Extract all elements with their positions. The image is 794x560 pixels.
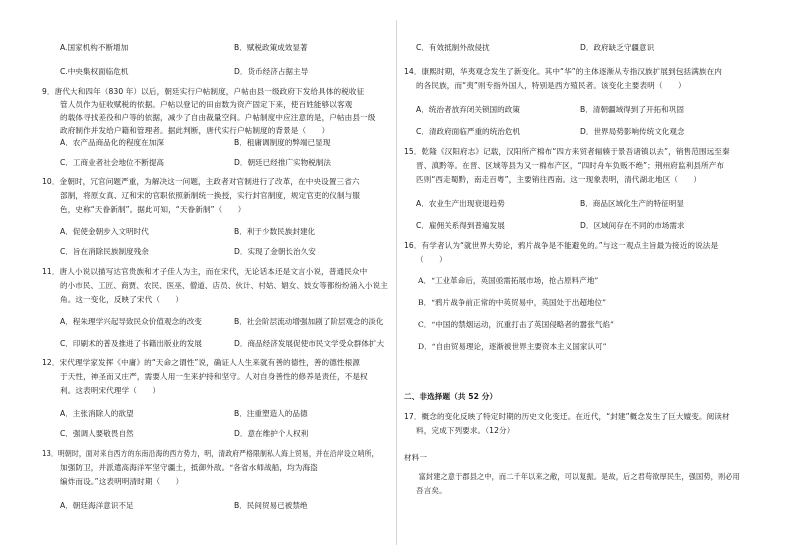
column-divider xyxy=(396,20,397,545)
q14-option-a: A．统治者放弃闭关锁国的政策 xyxy=(416,105,520,114)
material-line-2: 吾言矣。 xyxy=(416,486,447,495)
q15-option-b: B．商品区域化生产的特征明显 xyxy=(580,199,684,208)
material-title: 材料一 xyxy=(404,453,428,462)
q11-line-1: 11．唐人小说以描写达官贵族和才子佳人为主，而在宋代，无论话本还是文言小说，普通民众中 xyxy=(42,267,368,276)
q10-option-d: D．实现了金朝长治久安 xyxy=(234,247,316,256)
q12-line-2: 于天性，神圣而又庄严，需要人用一生来护持和坚守。人对自身善性的修养是责任，不是权 xyxy=(60,372,368,381)
q10-line-2: 部制，将原女真、辽和宋的官职依照新制统一换授，实行封官制度，规定官吏的仪制与服 xyxy=(60,191,361,200)
material-line-1: 富封建之意于郡县之中，而二千年以来之敝，可以复振。是故，后之君苟欲厚民生，强国势，则必用 xyxy=(404,472,740,481)
q13-line-2: 加强防卫，并派遣高海洋军坚守疆土，抵御外敌。“各省水师战船，均为海盗 xyxy=(60,463,318,472)
q9-option-a: A．农产品商品化的程度在加深 xyxy=(60,138,164,147)
q11-line-2: 的小市民、工匠、商贾、农民、医巫、僧道、店员、伙计、村姑、娼女、妓女等都纷纷涌入小说主 xyxy=(60,281,388,290)
q9-line-1: 9．唐代大和四年（830 年）以后，朝廷实行户帖制度，户帖由县一级政府下发给具体的税收征 xyxy=(42,87,365,96)
q12-option-d: D．意在维护个人权利 xyxy=(234,429,309,438)
q8-option-d: D．货币经济占据主导 xyxy=(234,67,309,76)
q11-option-c: C．印刷术的普及推进了书籍出版业的发展 xyxy=(60,339,202,348)
q14-option-d: D．世界局势影响传统文化观念 xyxy=(580,127,685,136)
q9-option-b: B．租庸调制度的弊端已显现 xyxy=(234,138,331,147)
q9-option-d: D．朝廷已经推广实物税制法 xyxy=(234,158,331,167)
q15-line-2: 晋、滇黔等。在晋、区域等县为又一棉布产区，“四时舟车负贩不绝”；荆州府监利县所产布 xyxy=(416,161,725,170)
q13-line-1: 13．明朝时，面对来自西方的东南沿海的西方势力，明，清政府严格限制私人海上贸易，并在沿岸设立哨所， xyxy=(42,449,379,458)
q16-option-c: C．“中国的禁烟运动，沉重打击了英国侵略者的嚣张气焰” xyxy=(418,320,614,329)
q11-option-b: B．社会阶层流动增强加剧了阶层观念的淡化 xyxy=(234,317,384,326)
q16-line-1: 16．有学者认为“就世界大势论，鸦片战争是不能避免的。”与这一观点主旨最为接近的说法是 xyxy=(404,241,719,250)
section-2-heading: 二、非选择题（共 52 分） xyxy=(404,392,498,401)
q15-option-d: D．区域间存在不同的市场需求 xyxy=(580,221,685,230)
q13-line-3: 编炸而设。”这表明明清时期（ ） xyxy=(60,477,184,486)
q12-option-c: C．强调人要敬畏自然 xyxy=(60,429,134,438)
q12-option-b: B．注重塑造人的品德 xyxy=(234,409,308,418)
q8-option-a: A.国家机构不断增加 xyxy=(60,43,129,52)
q15-option-c: C．雇佣关系得到普遍发展 xyxy=(416,221,505,230)
q9-line-4: 政府制作并发给户籍和管理者。据此判断，唐代实行户帖制度的背景是（ ） xyxy=(60,126,330,135)
q13-option-b: B．民间贸易已被禁绝 xyxy=(234,501,308,510)
q10-option-b: B．利于少数民族封建化 xyxy=(234,227,316,236)
q9-line-2: 管人员作为征收赋税的依据。户帖以登记的田亩数为资产固定下来，使百姓能够以客观 xyxy=(60,100,353,109)
q11-option-d: D．商品经济发展促使市民文学受众群体扩大 xyxy=(234,339,385,348)
q10-line-3: 色，史称“天眷新制”。据此可知，“天眷新制”（ ） xyxy=(60,205,246,214)
q10-line-1: 10．金朝时，冗官问题严重，为解决这一问题，主政者对官制进行了改革，在中央设置三省六 xyxy=(42,177,360,186)
q12-option-a: A．主张消除人的欲望 xyxy=(60,409,134,418)
q12-line-1: 12．宋代理学家发挥《中庸》的“天命之谓性”说，确证人人生来就有善的德性，善的德性根源 xyxy=(42,358,360,367)
q15-line-1: 15．乾隆《汉阳府志》记载，汉阳所产棉布“四方来贸者辐辏于景吾诸镇以去”，销售范围远至秦 xyxy=(404,147,730,156)
q11-line-3: 角。这一变化，反映了宋代（ ） xyxy=(60,295,184,304)
q16-option-a: A．“工业革命后，英国亟需拓展市场，抢占原料产地” xyxy=(418,276,599,285)
q14-option-c: C．清政府面临严重的统治危机 xyxy=(416,127,521,136)
q12-line-3: 利。这表明宋代理学（ ） xyxy=(60,386,161,395)
q13-option-a: A．朝廷海洋意识不足 xyxy=(60,501,134,510)
q17-line-2: 料，完成下列要求。（12分） xyxy=(416,426,515,435)
q9-option-c: C．工商业者社会地位不断提高 xyxy=(60,158,165,167)
q10-option-c: C．旨在消除民族制度残余 xyxy=(60,247,149,256)
q14-line-2: 的各民族，而“夷”则专指外国人，特别是西方殖民者。该变化主要表明（ ） xyxy=(416,81,686,90)
q15-line-3: 匹则“西走蜀黔，南走百粤”，主要销往西南。这一现象表明，清代湖北地区（ ） xyxy=(416,175,702,184)
q9-line-3: 的载体寻找差役和户等的依据，减少了自由裁量空间。户帖制度中应注意的是，户帖由县一级 xyxy=(60,113,376,122)
q17-line-1: 17．概念的变化反映了特定时期的历史文化变迁。在近代，“封建”概念发生了巨大嬗变。阅读材 xyxy=(404,412,730,421)
q10-option-a: A．促使金朝步入文明时代 xyxy=(60,227,149,236)
q13-option-d: D．政府缺乏守疆意识 xyxy=(580,43,655,52)
q8-option-b: B．赋税政策成效显著 xyxy=(234,43,308,52)
q13-option-c: C．有效抵制外敌侵扰 xyxy=(416,43,490,52)
q15-option-a: A．农业生产出现衰退趋势 xyxy=(416,199,505,208)
q16-line-2: （ ） xyxy=(416,255,447,264)
q8-option-c: C.中央集权面临危机 xyxy=(60,67,129,76)
q14-option-b: B．清朝疆域得到了开拓和巩固 xyxy=(580,105,684,114)
q11-option-a: A．程朱理学兴起导致民众价值观念的改变 xyxy=(60,317,202,326)
q14-line-1: 14．康熙时期，华夷观念发生了新变化。其中“华”的主体逐渐从专指汉族扩展到包括满族在内 xyxy=(404,67,722,76)
q16-option-b: B．“鸦片战争前正常的中英贸易中，英国处于出超地位” xyxy=(418,298,606,307)
q16-option-d: D．“自由贸易理论，逐渐被世界主要资本主义国家认可” xyxy=(418,342,607,351)
